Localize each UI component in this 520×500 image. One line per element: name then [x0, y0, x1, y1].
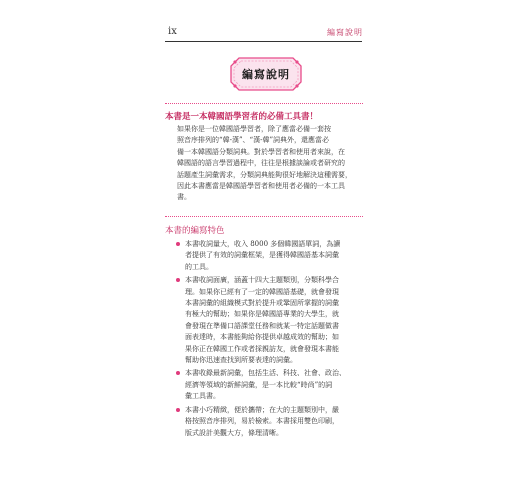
list-item-line: 幫助你迅速查找到所要表達的詞彙。 — [185, 356, 297, 365]
list-item-line: 的工具。 — [185, 262, 213, 271]
bullet-dot-icon — [176, 371, 180, 375]
bullet-dot-icon — [176, 242, 180, 246]
section-divider — [165, 216, 363, 217]
list-item-line: 有極大的幫助；如果你是韓國語專業的大學生，就 — [185, 310, 339, 319]
intro-heading: 本書是一本韓國語學習者的必備工具書！ — [165, 112, 319, 122]
bullet-dot-icon — [176, 278, 180, 282]
list-item-line: 經濟等領域的新鮮詞彙，是一本比較“時尚”的詞 — [185, 380, 333, 389]
list-item — [165, 275, 363, 366]
paragraph-line: 話題產生詞彙需求，分類詞典能夠很好地解決這種需要， — [177, 170, 352, 179]
features-heading: 本書的編寫特色 — [165, 226, 225, 236]
paragraph-line: 照音序排列的“韓-漢”、“漢-韓”詞典外，還應當必 — [177, 136, 330, 145]
list-item-line: 本書詞彙的組織模式對於提升或鞏固所掌握的詞彙 — [185, 299, 339, 308]
bullet-dot-icon — [176, 408, 180, 412]
list-item-line: 本書收錄最新詞彙，包括生活、科技、社會、政治、 — [185, 369, 346, 378]
list-item-line: 格按照音序排列，易於檢索。本書採用雙色印刷， — [185, 417, 339, 426]
list-item-line: 者提供了有效的詞彙框架，是獲得韓國語基本詞彙 — [185, 251, 339, 260]
feature-list — [165, 239, 363, 441]
page-number: ix — [168, 26, 177, 37]
list-item-line: 版式設計美觀大方，條理清晰。 — [185, 428, 283, 437]
list-item-line: 面表達時，本書能夠給你提供卓越成效的幫助；如 — [185, 333, 339, 342]
list-item — [165, 239, 363, 273]
page-header — [168, 26, 363, 40]
list-item — [165, 405, 363, 439]
paragraph-line: 備一本韓國語分類詞典。對於學習者和使用者來說，在 — [177, 147, 345, 156]
list-item-line: 本書小巧精緻，便於攜帶；在大的主題類別中，嚴 — [185, 405, 339, 414]
list-item-line: 本書收詞面廣，涵蓋十四大主題類別，分類科學合 — [185, 276, 339, 285]
title-badge — [229, 56, 303, 92]
page-title: 編寫說明 — [242, 68, 290, 81]
list-item-line: 果你正在韓國工作或者採親訪友，就會發現本書能 — [185, 344, 339, 353]
running-title: 編寫說明 — [327, 28, 363, 37]
section-divider — [165, 103, 363, 104]
list-item-line: 本書收詞量大，收入 8000 多個韓國語單詞，為讀 — [185, 240, 341, 248]
paragraph-line: 如果你是一位韓國語學習者，除了應當必備一套按 — [177, 125, 331, 133]
paragraph-line: 因此本書應當是韓國語學習者和使用者必備的一本工具 — [177, 182, 345, 191]
intro-paragraph — [165, 124, 363, 204]
list-item-line: 理。如果你已經有了一定的韓國語基礎，就會發現 — [185, 287, 339, 296]
list-item-line: 彙工具書。 — [185, 392, 220, 401]
list-item — [165, 368, 363, 402]
list-item-line: 會發現在準備口語課堂任務和就某一特定話題做書 — [185, 321, 339, 330]
header-rule — [165, 41, 362, 42]
paragraph-line: 韓國語的語言學習過程中，往往是根據談論或者研究的 — [177, 159, 345, 168]
paragraph-line: 書。 — [177, 193, 191, 202]
